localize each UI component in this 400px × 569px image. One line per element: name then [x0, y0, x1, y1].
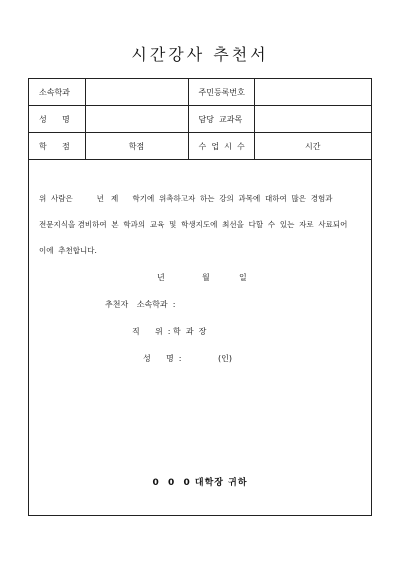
table-row-name	[29, 106, 371, 133]
class-hours-label: 수 업 시 수	[188, 133, 254, 160]
department-value	[85, 79, 188, 106]
resident-number-label: 주민등록번호	[188, 79, 254, 106]
position-label: 직 위 :	[132, 327, 171, 336]
addressee-footer: 0 0 0 대학장 귀하	[152, 478, 248, 488]
position-value: 학 과 장	[173, 327, 207, 336]
credits-label: 학 점	[29, 133, 85, 160]
subject-value	[254, 106, 371, 133]
recommender-department-label: 소속학과 :	[136, 300, 176, 309]
position-line	[132, 326, 206, 337]
signature-name-label: 성 명 :	[143, 354, 182, 363]
date-month: 월	[202, 273, 210, 282]
body-line-2: 전문지식을 겸비하여 본 학과의 교육 및 학생지도에 최선을 다할 수 있는 자로 사료되어	[39, 220, 348, 229]
recommendation-text	[39, 186, 369, 264]
date-day: 일	[239, 273, 247, 282]
credits-value: 학점	[85, 133, 188, 160]
recommender-label: 추천자	[105, 300, 129, 309]
info-table	[29, 79, 371, 160]
department-label: 소속학과	[29, 79, 85, 106]
signature-line	[143, 353, 232, 364]
body-line-3: 이에 추천합니다.	[39, 246, 97, 255]
name-value	[85, 106, 188, 133]
form-frame	[28, 78, 372, 516]
document-title: 시간강사 추천서	[131, 45, 269, 64]
recommender-line	[105, 299, 181, 310]
class-hours-value: 시간	[254, 133, 371, 160]
resident-number-value	[254, 79, 371, 106]
table-row-credits	[29, 133, 371, 160]
seal-mark: (인)	[218, 354, 233, 363]
date-year: 년	[157, 273, 165, 282]
name-label: 성 명	[29, 106, 85, 133]
body-line-1: 위 사람은 년 제 학기에 위촉하고자 하는 강의 과목에 대하여 많은 경험과	[39, 194, 333, 203]
table-row-department	[29, 79, 371, 106]
subject-label: 담당 교과목	[188, 106, 254, 133]
